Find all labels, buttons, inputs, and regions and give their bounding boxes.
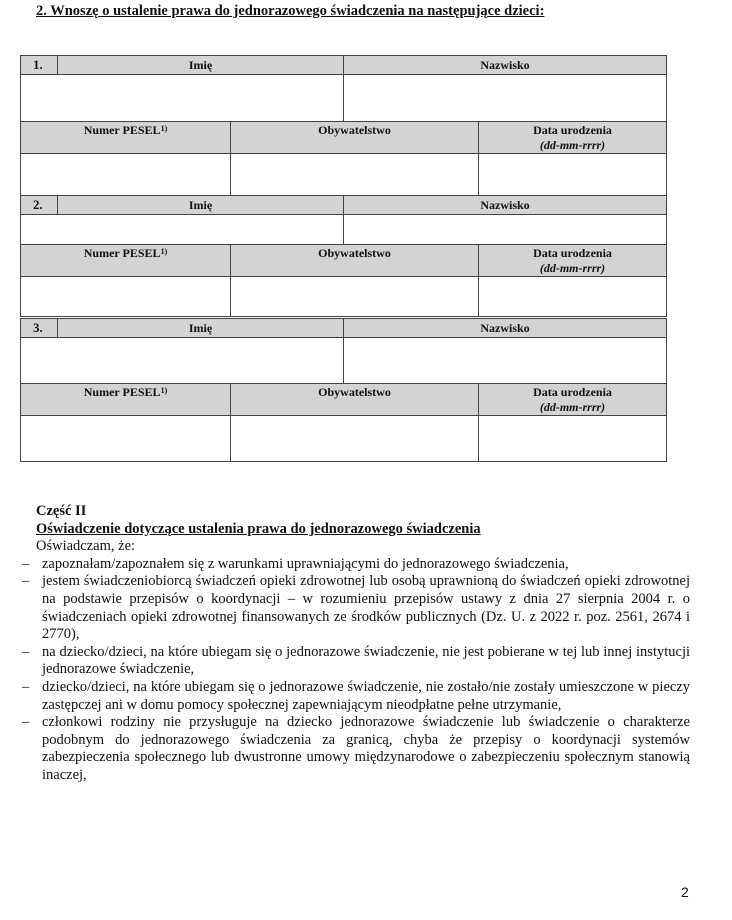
pesel-footnote: 1) [160, 247, 168, 256]
child-table-2 [20, 195, 667, 317]
statement-list [22, 555, 690, 785]
citizenship-label: Obywatelstwo [231, 245, 479, 277]
pesel-field[interactable] [21, 416, 231, 462]
child-number: 2. [21, 196, 58, 215]
first-name-field[interactable] [21, 75, 344, 122]
part-2-section [22, 503, 690, 785]
pesel-footnote: 1) [160, 386, 168, 395]
birth-date-format: (dd-mm-rrrr) [539, 400, 606, 414]
statement-item: – zapoznałam/zapoznałem się z warunkami uprawniającymi do jednorazowego świadczenia, [22, 555, 569, 572]
last-name-label: Nazwisko [344, 319, 667, 338]
birth-date-format: (dd-mm-rrrr) [539, 261, 606, 275]
dash-bullet: – [22, 678, 30, 695]
first-name-field[interactable] [21, 338, 344, 384]
birth-date-format: (dd-mm-rrrr) [539, 138, 606, 152]
birth-date-field[interactable] [479, 154, 667, 196]
dash-bullet: – [22, 573, 30, 590]
last-name-field[interactable] [344, 338, 667, 384]
birth-date-field[interactable] [479, 277, 667, 317]
last-name-label: Nazwisko [344, 196, 667, 215]
dash-bullet: – [22, 643, 30, 660]
birth-date-label: Data urodzenia (dd-mm-rrrr) [479, 122, 667, 154]
page-number: 2 [681, 884, 689, 900]
birth-date-label: Data urodzenia (dd-mm-rrrr) [479, 245, 667, 277]
first-name-field[interactable] [21, 215, 344, 245]
birth-date-field[interactable] [479, 416, 667, 462]
first-name-label: Imię [58, 319, 344, 338]
section-heading: 2. Wnoszę o ustalenie prawa do jednorazowego świadczenia na następujące dzieci: [36, 3, 545, 19]
first-name-label: Imię [58, 56, 344, 75]
part-2-title: Część II [36, 503, 87, 519]
dash-bullet: – [22, 714, 30, 731]
pesel-label: Numer PESEL$^{1)}$ [21, 384, 231, 416]
child-table-1 [20, 55, 667, 196]
birth-date-label: Data urodzenia (dd-mm-rrrr) [479, 384, 667, 416]
first-name-label: Imię [58, 196, 344, 215]
pesel-label: Numer PESEL$^{1)}$ [21, 245, 231, 277]
last-name-field[interactable] [344, 215, 667, 245]
citizenship-field[interactable] [231, 416, 479, 462]
pesel-footnote: 1) [160, 124, 168, 133]
pesel-field[interactable] [21, 277, 231, 317]
child-number: 3. [21, 319, 58, 338]
statement-item: – jestem świadczeniobiorcą świadczeń opieki zdrowotnej lub osobą uprawnioną do świadczeń opieki zdrowotnej na podstawie przepisów o koordynacji – w rozumieniu przepisów ustawy z dnia 27 sierpnia 2004 r. o świadczeniach opieki zdrowotnej finansowanych ze środków publicznych (Dz. U. z 2022 r. poz. 2561, 2674 i 2770), [22, 573, 690, 643]
citizenship-field[interactable] [231, 277, 479, 317]
dash-bullet: – [22, 555, 30, 572]
part-2-subtitle: Oświadczenie dotyczące ustalenia prawa do jednorazowego świadczenia [36, 520, 481, 537]
pesel-field[interactable] [21, 154, 231, 196]
citizenship-field[interactable] [231, 154, 479, 196]
statement-item: – członkowi rodziny nie przysługuje na dziecko jednorazowe świadczenie lub świadczenie o charakterze podobnym do jednorazowego świadczenia za granicą, chyba że przepisy o koordynacji systemów zabezpieczenia społecznego lub dwustronne umowy międzynarodowe o zabezpieczeniu społecznym stanowią inaczej, [22, 714, 690, 783]
last-name-field[interactable] [344, 75, 667, 122]
pesel-label: Numer PESEL$^{1)}$ [21, 122, 231, 154]
statement-item: – dziecko/dzieci, na które ubiegam się o jednorazowe świadczenie, nie zostało/nie zostały umieszczone w pieczy zastępczej ani w domu pomocy społecznej zapewniającym nieodpłatne pełne utrzymanie, [22, 678, 690, 713]
citizenship-label: Obywatelstwo [231, 122, 479, 154]
statement-item: – na dziecko/dzieci, na które ubiegam się o jednorazowe świadczenie, nie jest pobierane w tej lub innej instytucji jednorazowe świadczenie, [22, 643, 690, 678]
citizenship-label: Obywatelstwo [231, 384, 479, 416]
child-table-3 [20, 318, 667, 462]
part-2-intro: Oświadczam, że: [36, 538, 136, 555]
last-name-label: Nazwisko [344, 56, 667, 75]
child-number: 1. [21, 56, 58, 75]
